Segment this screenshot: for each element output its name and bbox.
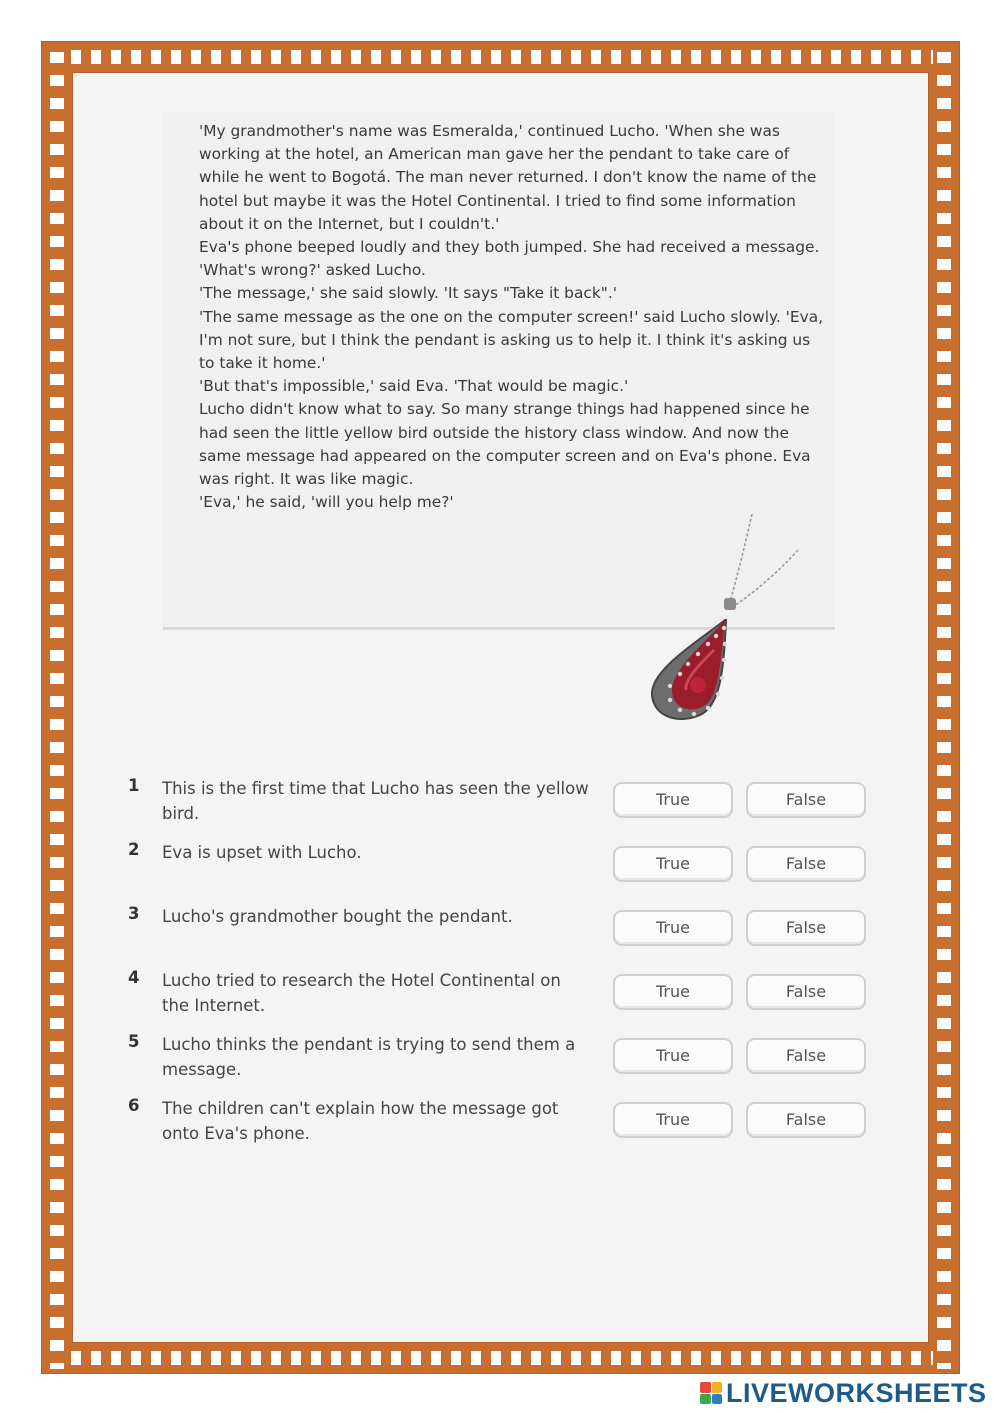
- question-2: [128, 840, 888, 900]
- border-right-stripes: [933, 46, 955, 1369]
- question-text: Lucho thinks the pendant is trying to send them a message.: [162, 1035, 576, 1079]
- question-text: Lucho tried to research the Hotel Continental on the Internet.: [162, 971, 561, 1015]
- true-button[interactable]: True: [613, 1102, 733, 1138]
- brand-name: LIVEWORKSHEETS: [726, 1377, 987, 1408]
- question-number: 1: [128, 776, 140, 795]
- passage-text: 'My grandmother's name was Esmeralda,' continued Lucho. 'When she was working at the hotel, an American man gave her the pendant to take care of while he went to Bogotá. The man never returned. I don't know the name of the hotel but maybe it was the Hotel Continental. I tried to find some information about it on the Internet, but I couldn't.' Eva's phone beeped loudly and they both jumped. She had received a message. 'What's wrong?' asked Lucho. 'The message,' she said slowly. 'It says "Take it back".' 'The same message as the one on the computer screen!' said Lucho slowly. 'Eva, I'm not sure, but I think the pendant is asking us to help it. I think it's asking us to take it home.' 'But that's impossible,' said Eva. 'That would be magic.' Lucho didn't know what to say. So many strange things had happened since he had seen the little yellow bird outside the history class window. And now the same message had appeared on the computer screen and on Eva's phone. Eva was right. It was like magic. 'Eva,' he said, 'will you help me?': [199, 122, 824, 512]
- question-6: [128, 1096, 888, 1156]
- false-button[interactable]: False: [746, 846, 866, 882]
- false-button[interactable]: False: [746, 974, 866, 1010]
- false-button[interactable]: False: [746, 782, 866, 818]
- liveworksheets-logo-icon: [700, 1382, 722, 1404]
- question-text: The children can't explain how the message got onto Eva's phone.: [162, 1099, 559, 1143]
- question-text: Eva is upset with Lucho.: [162, 843, 362, 862]
- question-number: 3: [128, 904, 140, 923]
- question-text: This is the first time that Lucho has seen the yellow bird.: [162, 779, 589, 823]
- true-button[interactable]: True: [613, 846, 733, 882]
- question-number: 6: [128, 1096, 140, 1115]
- false-button[interactable]: False: [746, 1102, 866, 1138]
- true-button[interactable]: True: [613, 782, 733, 818]
- border-bottom-stripes: [46, 1347, 955, 1369]
- question-number: 5: [128, 1032, 140, 1051]
- question-5: [128, 1032, 888, 1092]
- border-top-stripes: [46, 46, 955, 68]
- question-number: 2: [128, 840, 140, 859]
- question-number: 4: [128, 968, 140, 987]
- question-3: [128, 904, 888, 964]
- true-button[interactable]: True: [613, 910, 733, 946]
- false-button[interactable]: False: [746, 910, 866, 946]
- true-button[interactable]: True: [613, 1038, 733, 1074]
- question-4: [128, 968, 888, 1028]
- question-1: [128, 776, 888, 836]
- false-button[interactable]: False: [746, 1038, 866, 1074]
- question-text: Lucho's grandmother bought the pendant.: [162, 907, 513, 926]
- liveworksheets-brand[interactable]: [700, 1378, 987, 1408]
- border-left-stripes: [46, 46, 68, 1369]
- true-button[interactable]: True: [613, 974, 733, 1010]
- pendant-image: [640, 510, 810, 735]
